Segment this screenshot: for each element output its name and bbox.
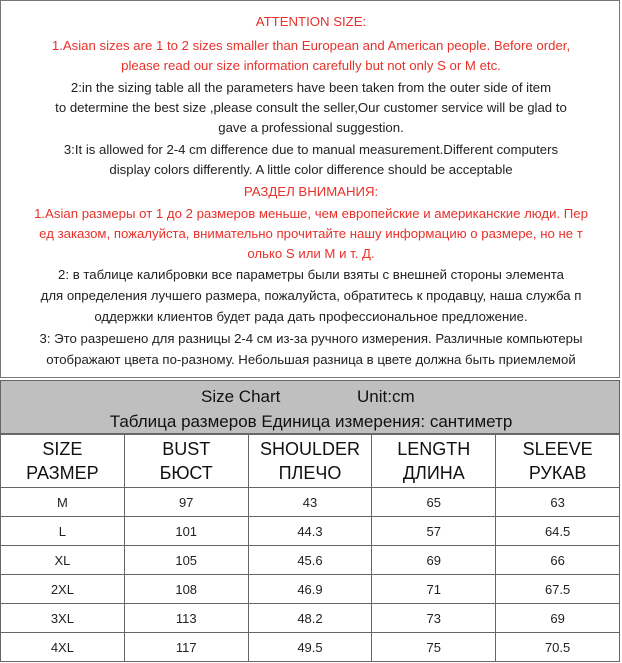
size-chart <box>0 380 620 663</box>
cell-shoulder: 49.5 <box>248 633 372 662</box>
cell-length: 75 <box>372 633 496 662</box>
notice-line: 1.Asian размеры от 1 до 2 размеров меньше, чем европейские и американские люди. Пер <box>34 206 588 221</box>
cell-sleeve: 67.5 <box>496 575 620 604</box>
cell-sleeve: 66 <box>496 546 620 575</box>
cell-size: 4XL <box>1 633 125 662</box>
attention-heading-en: ATTENTION SIZE: <box>255 14 367 29</box>
cell-length: 69 <box>372 546 496 575</box>
chart-title-ru: Таблица размеров Единица измерения: сантиметр <box>109 412 513 431</box>
size-table <box>0 434 620 662</box>
cell-sleeve: 69 <box>496 604 620 633</box>
cell-length: 73 <box>372 604 496 633</box>
cell-sleeve: 63 <box>496 488 620 517</box>
column-header-sleeve: SLEEVE РУКАВ <box>496 435 620 488</box>
notice-line: gave a professional suggestion. <box>218 120 404 135</box>
notice-line: оддержки клиентов будет рада дать профессиональное предложение. <box>94 309 528 324</box>
notice-line: олько S или M и т. Д. <box>247 246 375 261</box>
notice-line: to determine the best size ,please consult the seller,Our customer service will be glad to <box>55 100 567 115</box>
cell-length: 57 <box>372 517 496 546</box>
notice-line: 2:in the sizing table all the parameters have been taken from the outer side of item <box>70 80 552 95</box>
column-header-bust: BUST БЮСТ <box>124 435 248 488</box>
cell-bust: 113 <box>124 604 248 633</box>
chart-unit-en: Unit:cm <box>357 387 415 406</box>
cell-size: 3XL <box>1 604 125 633</box>
table-header-row <box>1 435 620 488</box>
cell-length: 71 <box>372 575 496 604</box>
cell-shoulder: 45.6 <box>248 546 372 575</box>
chart-title-en: Size Chart <box>201 387 281 406</box>
notice-line: для определения лучшего размера, пожалуйста, обратитесь к продавцу, наша служба п <box>40 288 582 303</box>
cell-shoulder: 44.3 <box>248 517 372 546</box>
cell-bust: 117 <box>124 633 248 662</box>
cell-shoulder: 46.9 <box>248 575 372 604</box>
cell-bust: 108 <box>124 575 248 604</box>
notice-line: 3:It is allowed for 2-4 cm difference due to manual measurement.Different computers <box>63 142 559 157</box>
table-row <box>1 488 620 517</box>
cell-size: L <box>1 517 125 546</box>
cell-sleeve: 64.5 <box>496 517 620 546</box>
size-chart-title-band <box>0 380 620 434</box>
cell-shoulder: 48.2 <box>248 604 372 633</box>
notice-line: please read our size information carefully but not only S or M etc. <box>121 58 501 73</box>
attention-heading-ru: РАЗДЕЛ ВНИМАНИЯ: <box>243 184 379 199</box>
table-row <box>1 517 620 546</box>
notice-line: 3: Это разрешено для разницы 2-4 см из-за ручного измерения. Различные компьютеры <box>39 331 583 346</box>
cell-size: XL <box>1 546 125 575</box>
cell-sleeve: 70.5 <box>496 633 620 662</box>
notice-line: 1.Asian sizes are 1 to 2 sizes smaller than European and American people. Before order, <box>51 38 571 53</box>
table-row <box>1 633 620 662</box>
cell-shoulder: 43 <box>248 488 372 517</box>
table-row <box>1 575 620 604</box>
notice-line: display colors differently. A little color difference should be acceptable <box>109 162 513 177</box>
column-header-size: SIZE РАЗМЕР <box>1 435 125 488</box>
notice-line: ед заказом, пожалуйста, внимательно прочитайте нашу информацию о размере, но не т <box>39 226 583 241</box>
cell-bust: 101 <box>124 517 248 546</box>
notice-line: 2: в таблице калибровки все параметры были взяты с внешней стороны элемента <box>58 267 564 282</box>
cell-size: 2XL <box>1 575 125 604</box>
cell-size: M <box>1 488 125 517</box>
column-header-length: LENGTH ДЛИНА <box>372 435 496 488</box>
cell-bust: 97 <box>124 488 248 517</box>
cell-length: 65 <box>372 488 496 517</box>
table-row <box>1 604 620 633</box>
notice-line: отображают цвета по-разному. Небольшая разница в цвете должна быть приемлемой <box>46 352 576 367</box>
table-row <box>1 546 620 575</box>
cell-bust: 105 <box>124 546 248 575</box>
column-header-shoulder: SHOULDER ПЛЕЧО <box>248 435 372 488</box>
